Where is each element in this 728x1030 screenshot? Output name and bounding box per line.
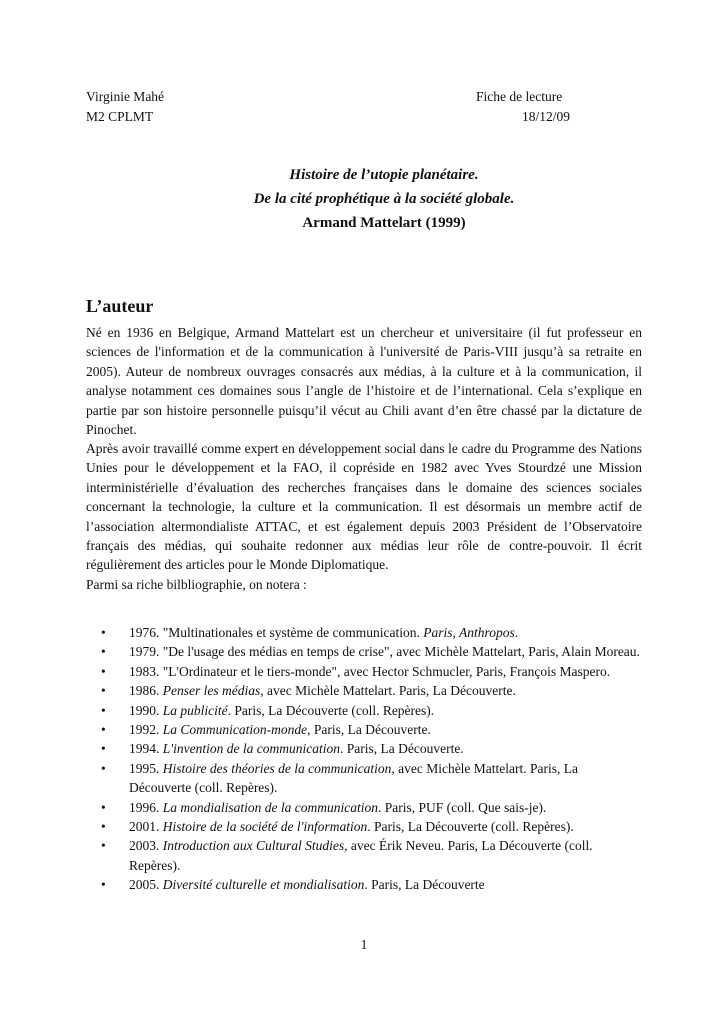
bibliography-item — [86, 817, 642, 836]
bibliography-item — [86, 681, 642, 700]
author-name: Virginie Mahé — [86, 89, 165, 104]
bibliography-item-title: Paris, Anthropos — [423, 625, 515, 640]
bibliography-item — [86, 759, 642, 798]
bibliography-item-title: Histoire des théories de la communication — [162, 760, 392, 776]
title-line-3: Armand Mattelart (1999) — [302, 215, 466, 231]
bibliography-item-text: 2003. — [129, 838, 163, 854]
section-heading: L’auteur — [86, 296, 154, 316]
bibliography-item — [86, 739, 642, 758]
bibliography-item-title: Introduction aux Cultural Studies — [162, 838, 345, 854]
bibliography-item — [86, 720, 642, 739]
bibliography-item — [86, 623, 642, 642]
bibliography-item-title: L'invention de la communication — [162, 741, 340, 757]
bibliography-item — [86, 701, 642, 720]
bullet-icon: • — [101, 683, 106, 699]
program-name: M2 CPLMT — [86, 109, 154, 124]
bibliography-item-text: 2005. — [129, 877, 163, 893]
bullet-icon: • — [101, 760, 106, 776]
bibliography-item-title: Penser les médias — [162, 683, 261, 699]
bibliography-item-text: 1996. — [129, 799, 163, 815]
bullet-icon: • — [101, 741, 106, 757]
bibliography-item-text: 1983. "L'Ordinateur et le tiers-monde", avec Hector Schmucler, Paris, François Maspero. — [129, 663, 611, 679]
bibliography-item — [86, 875, 642, 894]
bibliography-item-title: Diversité culturelle et mondialisation — [162, 877, 365, 893]
bullet-icon: • — [101, 625, 106, 640]
bibliography-item-details: , avec Michèle Mattelart. Paris, La Découverte. — [260, 683, 516, 699]
bullet-icon: • — [101, 819, 106, 835]
bibliography-item-title: La mondialisation de la communication — [162, 799, 378, 815]
bibliography-item-details: , Paris, La Découverte. — [307, 722, 431, 738]
page-number: 1 — [360, 937, 368, 952]
bibliography-item-title: Histoire de la société de l'information — [162, 819, 368, 835]
bullet-icon: • — [101, 663, 106, 679]
bullet-icon: • — [101, 877, 106, 893]
title-line-1: Histoire de l’utopie planétaire. — [289, 167, 479, 183]
bibliography-item-details: . Paris, La Découverte (coll. Repères). — [227, 702, 435, 718]
bibliography-item-details: , avec Érik Neveu. Paris, La Découverte (coll. Repères). — [129, 838, 593, 873]
paragraph-bibliography-intro: Parmi sa riche bilbliographie, on notera : — [86, 577, 307, 592]
bibliography-item-details: . — [514, 625, 519, 640]
bibliography-item-text: 1986. — [129, 683, 163, 699]
bibliography-item-text: 1995. — [129, 760, 163, 776]
bullet-icon: • — [101, 799, 106, 815]
paragraph-career: Après avoir travaillé comme expert en développement social dans le cadre du Programme des Nations Unies pour le développement et la FAO, il copréside en 1982 avec Yves Stourdzé une Mission interministérielle d’évaluation des recherches françaises dans le domaine des sciences sociales concernant la technologie, la culture et la communication. Il est désormais un membre actif de l’association altermondialiste ATTAC, et est également depuis 2003 Président de l’Observatoire français des médias, qui souhaite redonner aux médias leur rôle de contre-pouvoir. Il écrit régulièrement des articles pour le Monde Diplomatique. — [86, 441, 642, 573]
document-date: 18/12/09 — [522, 109, 571, 124]
bibliography-item-text: 1979. "De l'usage des médias en temps de crise", avec Michèle Mattelart, Paris, Alain Moreau. — [129, 644, 640, 660]
bibliography-item-text: 1990. — [129, 702, 163, 718]
bibliography-item-title: La publicité — [162, 702, 228, 718]
bullet-icon: • — [101, 838, 106, 854]
title-block — [0, 163, 728, 235]
bibliography-item-title: La Communication-monde — [162, 722, 308, 738]
bibliography-item-details: , avec Michèle Mattelart. Paris, La Découverte (coll. Repères). — [129, 760, 579, 796]
bibliography-item-details: . Paris, PUF (coll. Que sais-je). — [378, 799, 547, 815]
bibliography-item — [86, 798, 642, 817]
bibliography-item — [86, 642, 642, 661]
bibliography-item-details: . Paris, La Découverte — [364, 877, 485, 893]
bibliography-item-details: . Paris, La Découverte (coll. Repères). — [367, 819, 574, 835]
title-line-2: De la cité prophétique à la société globale. — [253, 191, 515, 207]
document-type: Fiche de lecture — [476, 89, 563, 104]
bibliography-item-text: 2001. — [129, 819, 163, 835]
bibliography-item-details: . Paris, La Découverte. — [339, 741, 464, 757]
bibliography-item-text: 1992. — [129, 722, 163, 738]
bullet-icon: • — [101, 722, 106, 738]
bibliography-item — [86, 836, 642, 875]
bullet-icon: • — [101, 644, 106, 660]
bibliography-item-text: 1976. "Multinationales et système de communication. — [129, 625, 424, 640]
bibliography-item — [86, 662, 642, 681]
paragraph-biography: Né en 1936 en Belgique, Armand Mattelart est un chercheur et universitaire (il fut professeur en sciences de l'information et de la communication à l'université de Paris-VIII jusqu’à sa retraite en 2005). Auteur de nombreux ouvrages consacrés aux médias, à la culture et à la communication, il analyse notamment ces domaines sous l’angle de l’histoire et de l’international. Cela s’explique en partie par son histoire personnelle puisqu’il vécut au Chili avant d’en être chassé par la dictature de Pinochet. — [86, 325, 642, 438]
bibliography-item-text: 1994. — [129, 741, 163, 757]
bibliography-list — [86, 623, 642, 895]
bullet-icon: • — [101, 702, 106, 718]
